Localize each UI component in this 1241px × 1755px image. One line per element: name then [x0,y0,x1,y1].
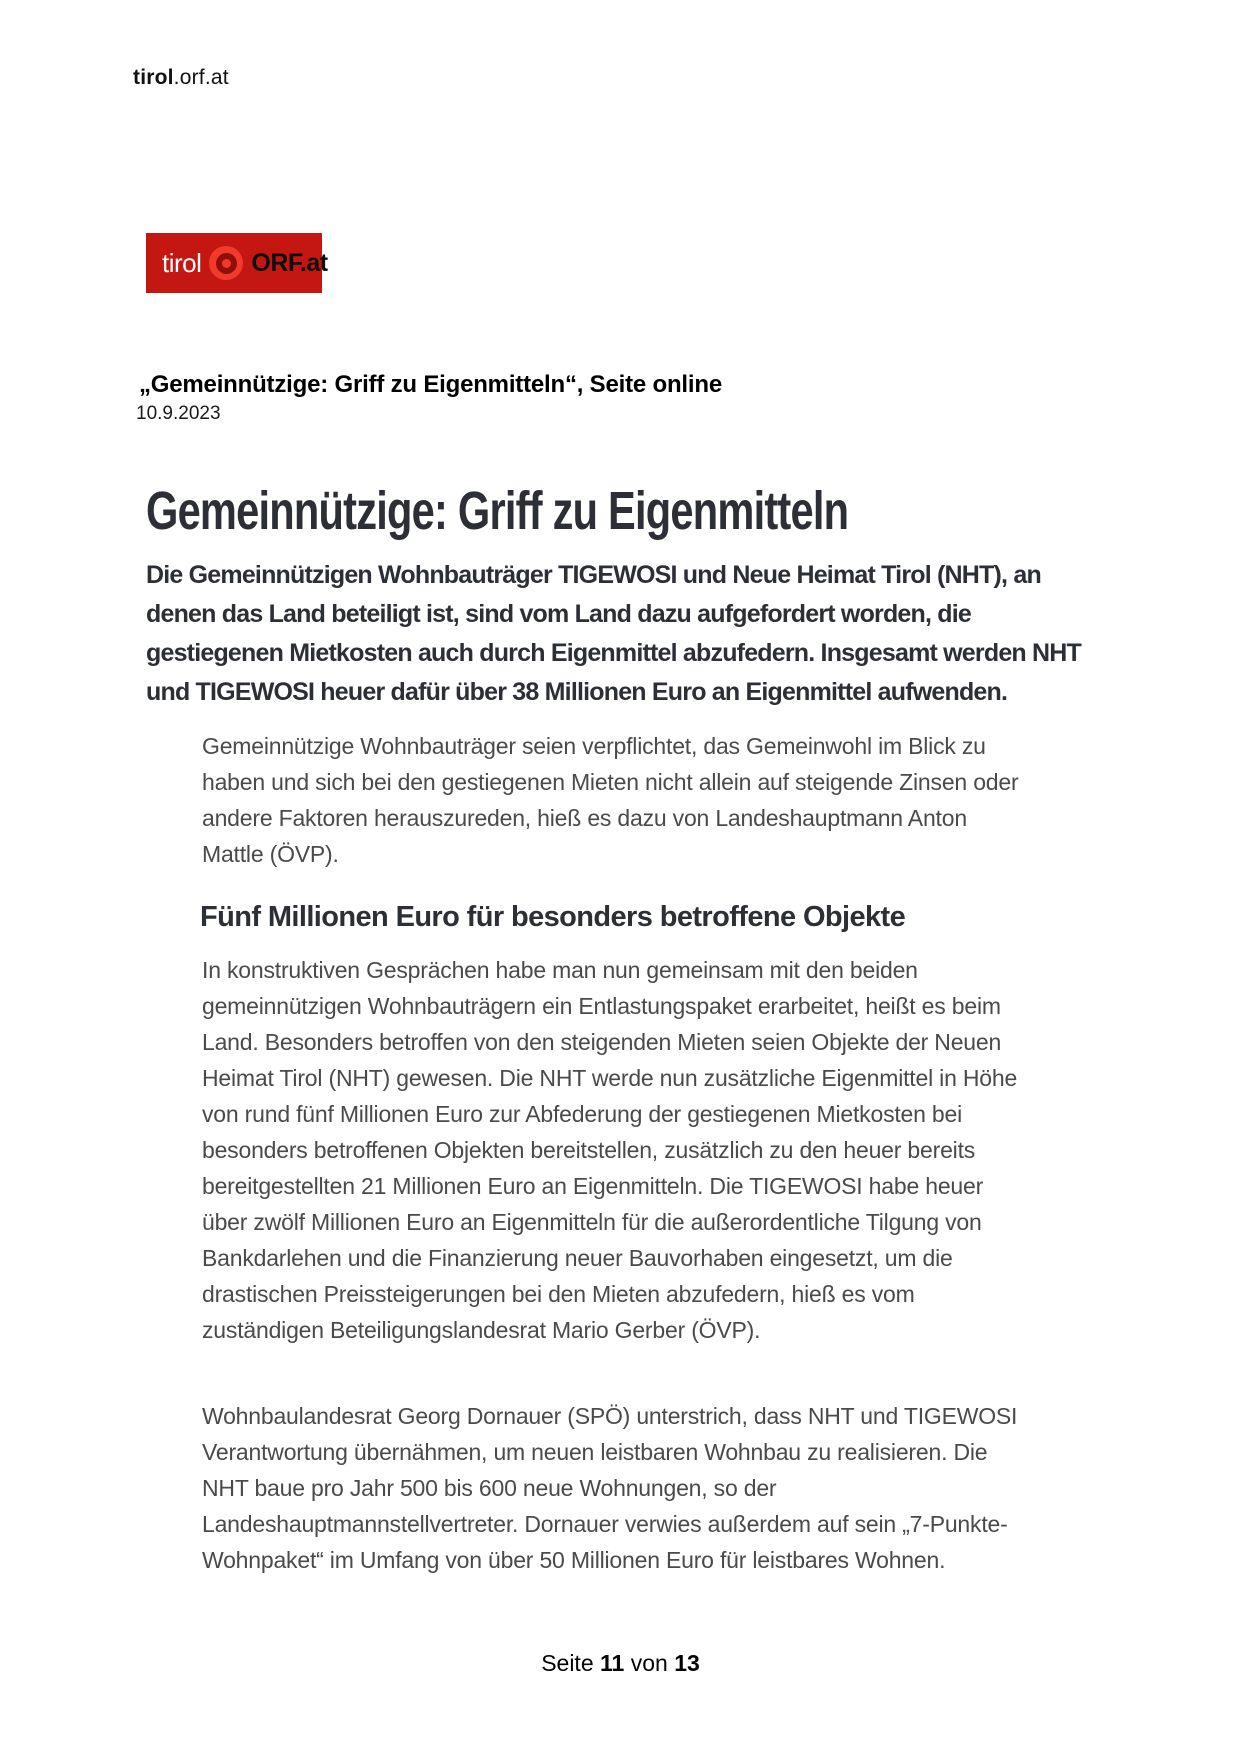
logo-brand-label: ORF.at [251,248,328,277]
article-subheading: Fünf Millionen Euro für besonders betroffene Objekte [200,901,906,933]
orf-tirol-logo [146,233,328,293]
article-paragraph: Wohnbaulandesrat Georg Dornauer (SPÖ) unterstrich, dass NHT und TIGEWOSI Verantwortung übernähmen, um neuen leistbaren Wohnbau zu realisieren. Die NHT baue pro Jahr 500 bis 600 neue Wohnungen, so der Landeshauptmannstellvertreter. Dornauer verwies außerdem auf sein „7-Punkte-Wohnpaket“ im Umfang von über 50 Millionen Euro für leistbares Wohnen. [202,1403,1018,1573]
site-url-bold: tirol [133,66,174,89]
article-headline: Gemeinnützige: Griff zu Eigenmitteln [146,481,849,541]
site-url-rest: .orf.at [173,66,229,89]
footer-total-pages: 13 [674,1650,700,1676]
page-number-footer [0,1650,1241,1677]
article-lead: Die Gemeinnützigen Wohnbauträger TIGEWOSI und Neue Heimat Tirol (NHT), an denen das Land beteiligt ist, sind vom Land dazu aufgefordert worden, die gestiegenen Mietkosten auch durch Eigenmittel abzufedern. Insgesamt werden NHT und TIGEWOSI heuer dafür über 38 Millionen Euro an Eigenmittel aufwenden. [146,561,1082,706]
site-url [133,66,229,90]
document-date: 10.9.2023 [136,403,221,424]
article-paragraph: Gemeinnützige Wohnbauträger seien verpflichtet, das Gemeinwohl im Blick zu haben und sich bei den gestiegenen Mieten nicht allein auf steigende Zinsen oder andere Faktoren herauszureden, hieß es dazu von Landeshauptmann Anton Mattle (ÖVP). [202,733,1019,867]
bullseye-icon [209,246,243,280]
logo-region-label: tirol [162,247,202,278]
footer-label: Seite [541,1650,594,1676]
footer-current-page: 11 [600,1650,625,1676]
article-paragraph: In konstruktiven Gesprächen habe man nun gemeinsam mit den beiden gemeinnützigen Wohnbauträgern ein Entlastungspaket erarbeitet, heißt es beim Land. Besonders betroffen von den steigenden Mieten seien Objekte der Neuen Heimat Tirol (NHT) gewesen. Die NHT werde nun zusätzliche Eigenmittel in Höhe von rund fünf Millionen Euro zur Abfederung der gestiegenen Mietkosten bei besonders betroffenen Objekten bereitstellen, zusätzlich zu den heuer bereits bereitgestellten 21 Millionen Euro an Eigenmitteln. Die TIGEWOSI habe heuer über zwölf Millionen Euro an Eigenmitteln für die außerordentliche Tilgung von Bankdarlehen und die Finanzierung neuer Bauvorhaben eingesetzt, um die drastischen Preissteigerungen bei den Mieten abzufedern, hieß es vom zuständigen Beteiligungslandesrat Mario Gerber (ÖVP). [202,957,1018,1343]
document-title: „Gemeinnützige: Griff zu Eigenmitteln“, Seite online [139,371,722,398]
footer-separator: von [630,1650,668,1676]
